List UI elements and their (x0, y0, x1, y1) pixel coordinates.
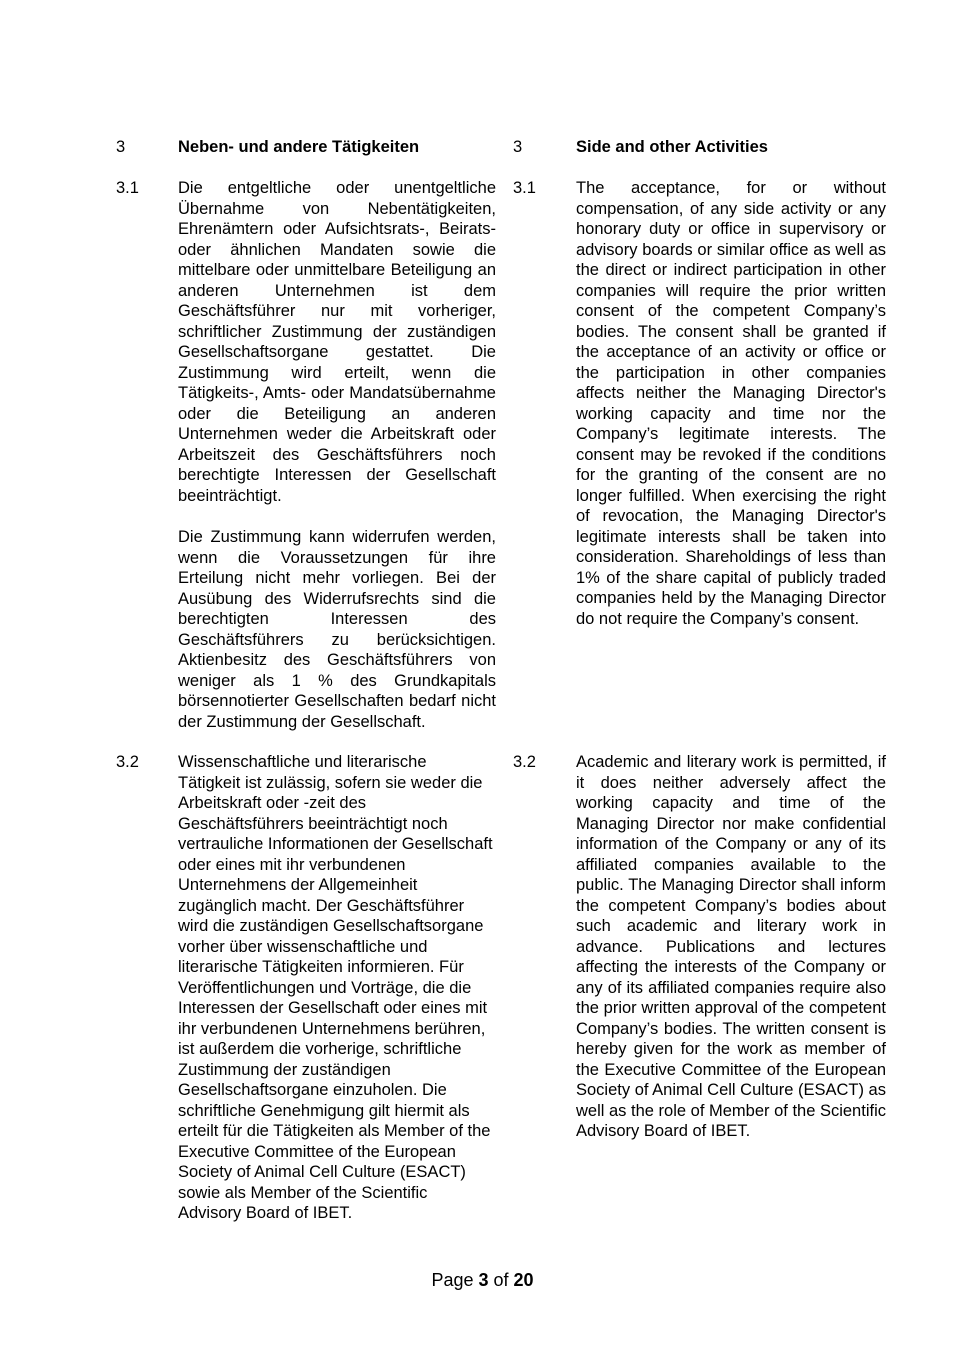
right-section-title: Side and other Activities (576, 138, 768, 156)
left-clause-number: 3.1 (116, 179, 139, 197)
right-clause-3-1-paragraph: The acceptance, for or without compensation, of any side activity or any honorary duty or office in supervisory or advisory boards or similar office as well as the direct or indirect participation in other companies will require the prior written consent of the competent Company’s bodies. The consent shall be granted if the acceptance of an activity or office or the participation in other companies affects neither the Managing Director's working capacity and time nor the Company’s legitimate interests. The consent may be revoked if the conditions for the granting of the consent are no longer fulfilled. When exercising the right of revocation, the Managing Director's legitimate interests shall be taken into consideration. Shareholdings of less than 1% of the share capital of publicly traded companies held by the Managing Director do not require the Company’s consent. (576, 179, 886, 628)
left-section-number: 3 (116, 138, 126, 156)
right-section-number: 3 (513, 138, 523, 156)
left-clause-number: 3.2 (116, 753, 139, 771)
left-clause-3-1-paragraph-1: Die entgeltliche oder unentgeltliche Übernahme von Nebentätigkeiten, Ehrenämtern oder Aufsichtsrats-, Beirats- oder ähnlichen Mandaten sowie die mittelbare oder unmittelbare Beteiligung an anderen Unternehmen ist dem Geschäftsführer nur mit vorheriger, schriftlicher Zustimmung der zuständigen Gesellschaftsorgane gestattet. Die Zustimmung wird erteilt, wenn die Tätigkeits-, Amts- oder Mandatsübernahme oder die Beteiligung an anderen Unternehmen weder die Arbeitskraft oder Arbeitszeit des Geschäftsführers noch berechtigte Interessen der Gesellschaft beeinträchtigt. (178, 179, 496, 505)
right-clause-number: 3.2 (513, 753, 536, 771)
left-section-title: Neben- und andere Tätigkeiten (178, 138, 420, 156)
footer-of: of (488, 1270, 514, 1290)
current-page-number: 3 (478, 1270, 489, 1290)
left-clause-3-1-paragraph-2: Die Zustimmung kann widerrufen werden, wenn die Voraussetzungen für ihre Erteilung nicht mehr vorliegen. Bei der Ausübung des Widerrufsrechts sind die berechtigten Interessen des Geschäftsführers zu berücksichtigen. Aktienbesitz des Geschäftsführers von weniger als 1 % des Grundkapitals börsennotierter Gesellschaften bedarf nicht der Zustimmung der Gesellschaft. (178, 528, 496, 731)
page-footer (0, 1269, 965, 1291)
right-clause-number: 3.1 (513, 179, 536, 197)
footer-prefix: Page (431, 1270, 479, 1290)
right-clause-3-2-paragraph: Academic and literary work is permitted, if it does neither adversely affect the working capacity and time of the Managing Director nor make confidential information of the Company or any of its affiliated companies available to the public. The Managing Director shall inform the competent Company’s bodies about such academic and literary work in advance. Publications and lectures affecting the interests of the Company or any of its affiliated companies require also the prior written approval of the competent Company’s bodies. The written consent is hereby given for the work as member of the Executive Committee of the European Society of Animal Cell Culture (ESACT) as well as the role of Member of the Scientific Advisory Board of IBET. (576, 753, 886, 1140)
left-clause-3-2-paragraph: Wissenschaftliche und literarische Tätigkeit ist zulässig, sofern sie weder die Arbeitskraft oder -zeit des Geschäftsführers beeinträchtigt noch vertrauliche Informationen der Gesellschaft oder eines mit ihr verbundenen Unternehmens der Allgemeinheit zugänglich macht. Der Geschäftsführer wird die zuständigen Gesellschaftsorgane vorher über wissenschaftliche und literarische Tätigkeiten informieren. Für Veröffentlichungen und Vorträge, die die Interessen der Gesellschaft oder eines mit ihr verbundenen Unternehmens berühren, ist außerdem die vorherige, schriftliche Zustimmung der zuständigen Gesellschaftsorgane einzuholen. Die schriftliche Genehmigung gilt hiermit als erteilt für die Tätigkeiten als Member of the Executive Committee of the European Society of Animal Cell Culture (ESACT) sowie als Member of the Scientific Advisory Board of IBET. (178, 753, 493, 1222)
total-pages-number: 20 (513, 1270, 534, 1290)
